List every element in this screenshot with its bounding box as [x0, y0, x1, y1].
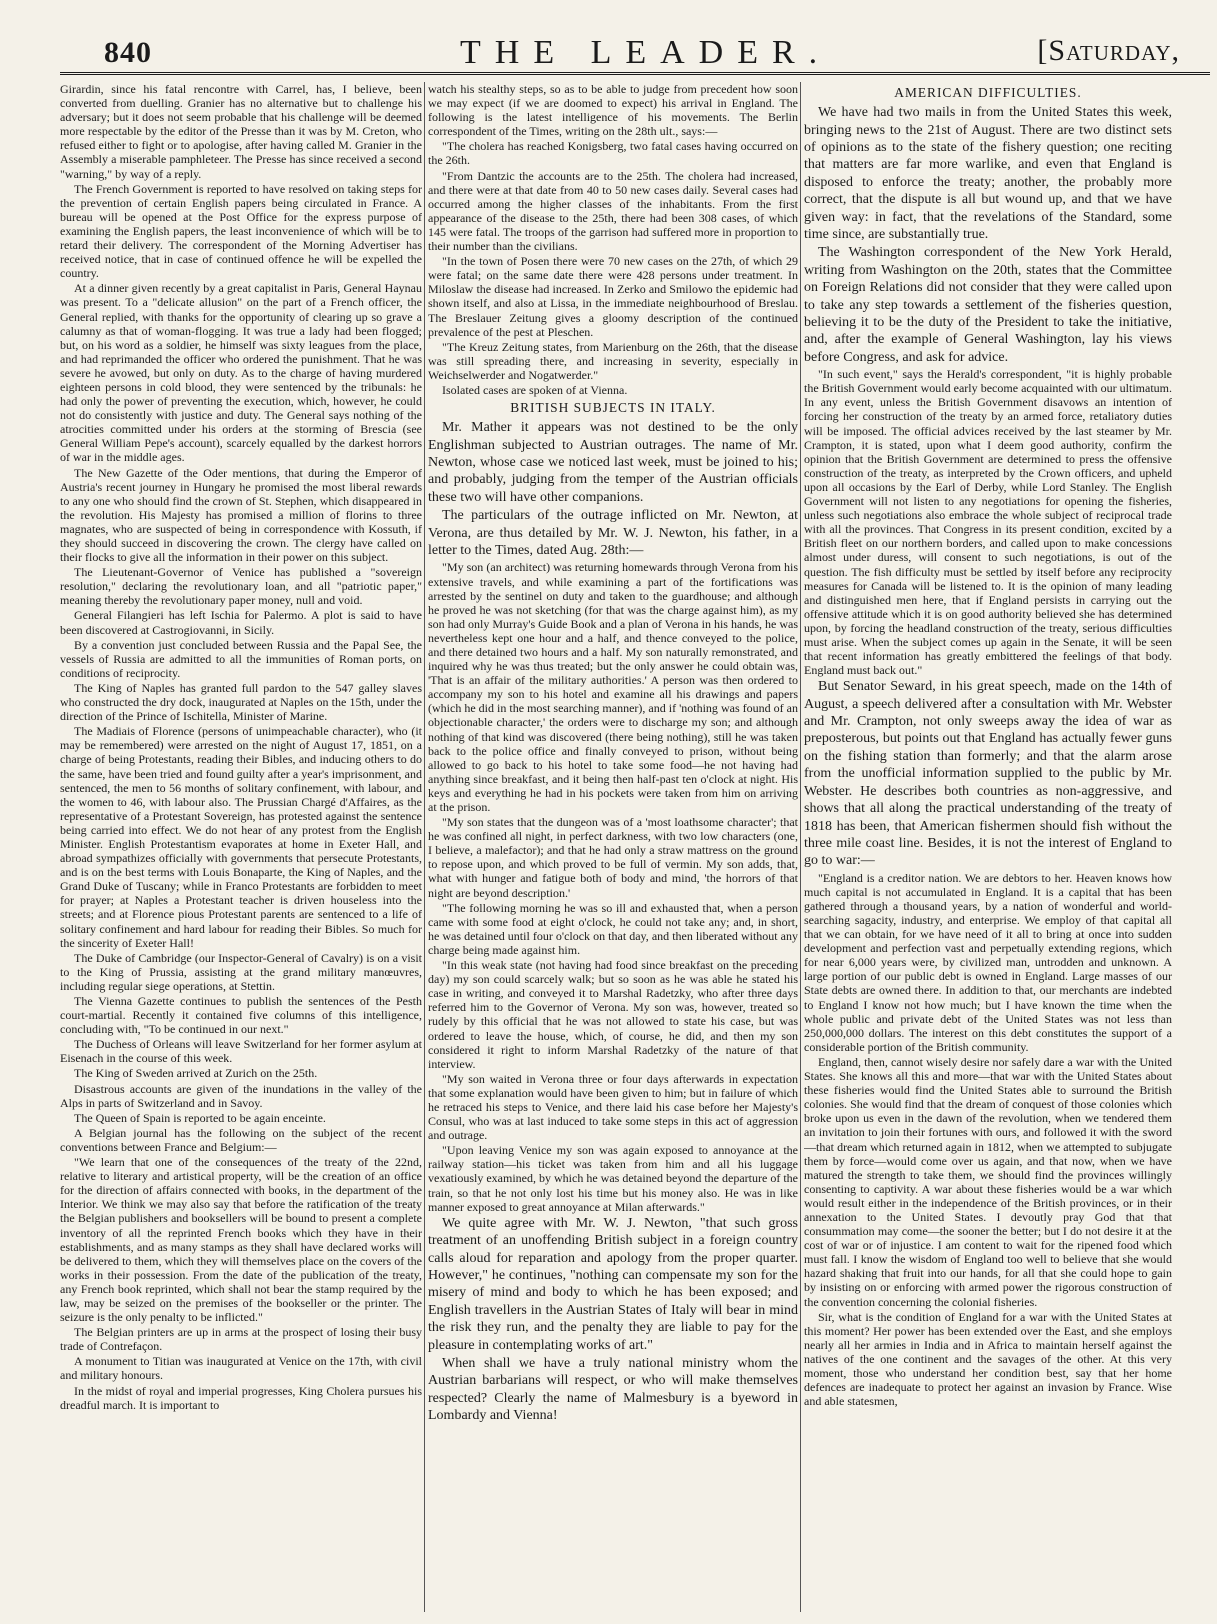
- paragraph: "The Kreuz Zeitung states, from Marienburg on the 26th, that the disease was still spreading there, and increasing in severity, especially in Weichselwerder and Nogatwerder.": [428, 339, 798, 382]
- paragraph: The Lieutenant-Governor of Venice has published a "sovereign resolution," declaring the revolutionary loan, and all "patriotic paper," meaning thereby the revolutionary paper money, null and void.: [60, 565, 422, 608]
- paragraph: Isolated cases are spoken of at Vienna.: [442, 382, 628, 397]
- paragraph: The French Government is reported to have resolved on taking steps for the prevention of certain English papers being circulated in France. A bureau will be opened at the Post Office for the express purpose of examining the English papers, the least inconvenience of which will be to retard their delivery. The correspondent of the Morning Advertiser has received notice, that in case of continued offence he will be expelled the country.: [60, 181, 422, 281]
- article-heading: AMERICAN DIFFICULTIES.: [894, 85, 1082, 100]
- page-number: 840: [104, 36, 152, 69]
- paragraph: The Vienna Gazette continues to publish the sentences of the Pesth court-martial. Recently it contained five columns of this intelligence, concluding with, "To be continued in our next.": [60, 994, 422, 1037]
- column-3: [804, 82, 1172, 1612]
- paragraph: Mr. Mather it appears was not destined to be the only Englishman subjected to Austrian outrages. The name of Mr. Newton, whose case we noticed last week, must be joined to his; and probably, judging from the temper of the Austrian officials these two will have other companions.: [428, 420, 798, 505]
- paragraph: "My son (an architect) was returning homewards through Verona from his extensive travels, and while examining a part of the fortifications was arrested by the sentinel on duty and taken to the guardhouse; and although he proved he was not sketching (for that was the charge against him), as my son had only Murray's Guide Book and a plan of Verona in his hands, he was nevertheless kept one hour and a half, and thence conveyed to the police, and there detained two hours and a half. My son naturally remonstrated, and inquired why he was thus treated; but the only answer he could obtain was, 'That is an affair of the military authorities.' A person was then ordered to accompany my son to his hotel and examine all his drawings and papers (which he did in the most searching manner), and if 'nothing was found of an objectionable character,' the orders were to discharge my son; and although nothing of that kind was discovered (there being nothing), still he was taken back to the police office and finally conveyed to prison, without being allowed to go back to his hotel to take some food—he not having had anything since breakfast, and it being then half-past ten o'clock at night. His keys and everything he had in his pockets were taken from him on arriving at the prison.: [428, 560, 798, 814]
- paragraph: The Madiais of Florence (persons of unimpeachable character), who (it may be remembered) were arrested on the night of August 17, 1851, on a charge of being Protestants, reading their Bibles, and inducing others to do the same, have been tried and found guilty after a year's imprisonment, and sentenced, the men to 56 months of solitary confinement, with labour, and the women to 46, with labour also. The Prussian Chargé d'Affaires, as the representative of a Protestant Sovereign, has protested against the sentence being carried into effect. We do not hear of any protest from the English Minister. English Protestantism evaporates at home in Exeter Hall, and abroad sympathizes officially with governments that persecute Protestants, and is on the best terms with Louis Bonaparte, the King of Naples, and the Grand Duke of Tuscany; while in Franco Protestants are forbidden to meet for prayer; at Naples a Protestant teacher is driven houseless into the streets; and at Florence pious Protestant parents are sentenced to a life of solitary confinement and hard labour for reading their Bibles. So much for the sincerity of Exeter Hall!: [60, 724, 422, 950]
- paragraph: "England is a creditor nation. We are debtors to her. Heaven knows how much capital is not accumulated in England. It is a capital that has been gathered through a thousand years, by a nation of wonderful and world-searching sagacity, industry, and enterprise. We employ of that capital all that we can obtain, for we have need of it all to bring at once into sudden development and perfection vast and perpetually extending regions, which for near 6,000 years were, by civilized man, untrodden and unknown. A large portion of our public debt is owned in England. Large masses of our State debts are owned there. In addition to that, our merchants are indebted to England I know not how much; but I have known the time when the whole public and private debt of the United States was not less than 250,000,000 dollars. The interest on this debt constitutes the support of a considerable portion of the British community.: [804, 870, 1172, 1054]
- page-header: [60, 30, 1180, 74]
- paragraph: A monument to Titian was inaugurated at Venice on the 17th, with civil and military honours.: [60, 1354, 422, 1383]
- paragraph: "My son waited in Verona three or four days afterwards in expectation that some explanation would have been given to him; but in failure of which he retraced his steps to Venice, and there laid his case before her Majesty's Consul, who was at last induced to take some steps in this act of aggression and outrage.: [428, 1071, 798, 1143]
- paragraph: Girardin, since his fatal rencontre with Carrel, has, I believe, been converted from duelling. Granier has no alternative but to challenge his adversary; but it does not seem probable that his challenge will be deemed more respectable by the editor of the Presse than it was by M. Creton, who refused either to fight or to apologise, after having called M. Granier in the Assembly a miserable pamphleteer. The Presse has since received a second "warning," by way of a reply.: [60, 82, 422, 181]
- paragraph: In the midst of royal and imperial progresses, King Cholera pursues his dreadful march. It is important to: [60, 1383, 422, 1412]
- column-2: [428, 82, 798, 1612]
- column-divider: [424, 82, 425, 1612]
- paragraph: When shall we have a truly national ministry whom the Austrian barbarians will respect, or who will make themselves respected? Clearly the name of Malmesbury is a byeword in Lombardy and Vienna!: [428, 1355, 798, 1424]
- paragraph: "In such event," says the Herald's correspondent, "it is highly probable the British Government would early become acquainted with our ultimatum. In any event, unless the British Government disavows an intention of forcing her construction of the treaty by an armed force, retaliatory duties will be imposed. The official advices received by the last steamer by Mr. Crampton, it is stated, upon what I deem good authority, confirm the opinion that the British Government are determined to press the offensive construction of the treaty, as interpreted by the Crown officers, and upheld upon all occasions by the Earl of Derby, while Lord Stanley. The English Government will not listen to any negotiations for opening the fisheries, unless such negotiations also embrace the whole subject of reciprocal trade with all the provinces. That Congress in its present condition, excited by a British fleet on our northern borders, and called upon to make concessions almost under duress, will consent to such negotiations, is out of the question. The fish difficulty must be settled by itself before any reciprocity measures for Canada will be listened to. It is the opinion of many leading and distinguished men here, that if England persists in carrying out the offensive attitude which it is on good authority believed she has determined upon, by forcing the headland construction of the treaty, serious difficulties must arise. When the subject comes up again in the Senate, it will be seen that recent information has greatly embittered the feelings of that body. England must back out.": [804, 367, 1172, 678]
- paragraph: "The cholera has reached Konigsberg, two fatal cases having occurred on the 26th.: [428, 139, 798, 168]
- paragraph: "Upon leaving Venice my son was again exposed to annoyance at the railway station—his ticket was taken from him and all his luggage vexatiously examined, by which he was detained beyond the departure of the train, so that he not only lost his time but his money also. He was in like manner exposed to great annoyance at Milan afterwards.": [428, 1143, 798, 1214]
- paragraph: A Belgian journal has the following on the subject of the recent conventions between France and Belgium:—: [60, 1125, 422, 1154]
- paragraph: "From Dantzic the accounts are to the 25th. The cholera had increased, and there were at that date from 40 to 50 new cases daily. Several cases had occurred among the higher classes of the inhabitants. From the first appearance of the disease to the 25th, there had been 308 cases, of which 145 were fatal. The troops of the garrison had suffered more in proportion to their number than the civilians.: [428, 168, 798, 254]
- paragraph: The Belgian printers are up in arms at the prospect of losing their busy trade of Contrefaçon.: [60, 1325, 422, 1354]
- paragraph: The King of Naples has granted full pardon to the 547 galley slaves who constructed the dry dock, inaugurated at Naples on the 15th, under the direction of the Prince of Ischitella, Minister of Marine.: [60, 680, 422, 724]
- paragraph: The particulars of the outrage inflicted on Mr. Newton, at Verona, are thus detailed by Mr. W. J. Newton, his father, in a letter to the Times, dated Aug. 28th:—: [428, 508, 798, 558]
- header-date: [Saturday,: [1037, 34, 1180, 67]
- paragraph: "We learn that one of the consequences of the treaty of the 22nd, relative to literary and artistical property, will be the creation of an office for the direction of affairs connected with books, in the department of the Interior. We think we may also say that before the ratification of the treaty the Belgian publishers and booksellers will be bound to present a complete inventory of all the reprinted French books which they have in their establishments, and as many stamps as they shall have declared works will be delivered to them, which they will themselves place on the covers of the works in their possession. From the date of the publication of the treaty, any French book reprinted, which shall not bear the stamp required by the law, may be seized on the premises of the bookseller or the printer. The seizure is the only penalty to be inflicted.": [60, 1155, 422, 1325]
- paragraph: Sir, what is the condition of England for a war with the United States at this moment? Her power has been extended over the East, and she employs nearly all her armies in India and in Africa to maintain herself against the natives of the one continent and the savages of the other. At this very moment, those who understand her condition best, say that her home defences are inadequate to protect her against an invasion by France. Wise and able statesmen,: [804, 1309, 1172, 1409]
- paragraph: We quite agree with Mr. W. J. Newton, "that such gross treatment of an unoffending British subject in a foreign country calls aloud for reparation and apology from the proper quarter. However," he continues, "nothing can compensate my son for the misery of mind and body to which he has been exposed; and English travellers in the Austrian States of Italy will bear in mind the risk they run, and the penalty they are liable to pay for the pleasure in contemplating works of art.": [428, 1215, 798, 1353]
- paragraph: But Senator Seward, in his great speech, made on the 14th of August, a speech delivered after a consultation with Mr. Webster and Mr. Crampton, not only sweeps away the idea of war as preposterous, but points out that England has actually fewer guns on the fishing station than formerly; and that the alarm arose from the unofficial information supplied to the public by Mr. Webster. He describes both countries as non-aggressive, and shows that all along the practical understanding of the treaty of 1818 has been, that American fishermen should fish without the three mile coast line. Besides, it is not the interest of England to go to war:—: [804, 679, 1172, 869]
- paragraph: General Filangieri has left Ischia for Palermo. A plot is said to have been discovered at Castrogiovanni, in Sicily.: [60, 608, 422, 637]
- paragraph: "In the town of Posen there were 70 new cases on the 27th, of which 29 were fatal; on the same date there were 428 persons under treatment. In Miloslaw the disease had increased. In Zerko and Smilowo the epidemic had shown itself, and also at Lissa, in the immediate neighbourhood of Breslau. The Breslauer Zeitung gives a gloomy description of the continued prevalence of the pest at Pleschen.: [428, 254, 798, 339]
- column-1: [60, 82, 422, 1612]
- paragraph: watch his stealthy steps, so as to be able to judge from precedent how soon we may expect (if we are doomed to expect) his arrival in England. The following is the latest intelligence of his movements. The Berlin correspondent of the Times, writing on the 28th ult., says:—: [428, 82, 798, 139]
- paragraph: By a convention just concluded between Russia and the Papal See, the vessels of Russia are admitted to all the immunities of Roman ports, on conditions of reciprocity.: [60, 637, 422, 680]
- paragraph: At a dinner given recently by a great capitalist in Paris, General Haynau was present. To a "delicate allusion" on the part of a French officer, the General replied, with thanks for the opportunity of clearing up so grave a calumny as that of woman-flogging. It was true a lady had been flogged; but, on his word as a soldier, he himself was sixty leagues from the place, and had reprimanded the officer who ordered the punishment. That he was severe he avowed, but only on duty. As to the charge of having murdered eighteen persons in cold blood, they were sentenced by the tribunals: he had only the power of preventing the execution, which, however, he could not do consistently with justice and duty. The General says nothing of the atrocities committed under his orders at the storming of Brescia (see General William Pepe's account), scarcely equalled by the darkest horrors of war in the middle ages.: [60, 281, 422, 465]
- paragraph: "In this weak state (not having had food since breakfast on the preceding day) my son could scarcely walk; but so soon as he was able he stated his case in writing, and conveyed it to Marshal Radetzky, who after three days referred him to the Governor of Verona. My son was, however, treated so rudely by this official that he was not allowed to state his case, but was ordered to leave the house, which, of course, he did, and then my son considered it right to inform Marshal Radetzky of the nature of that interview.: [428, 958, 798, 1071]
- masthead-title: THE LEADER.: [460, 34, 832, 71]
- paragraph: We have had two mails in from the United States this week, bringing news to the 21st of August. There are two distinct sets of opinions as to the state of the fishery question; one reciting that matters are far more warlike, and even that England is disposed to enforce the treaty; another, the probably more correct, that the dispute is all but wound up, and that we have given way: in fact, that the revelations of the Standard, some time since, are substantially true.: [804, 105, 1172, 242]
- paragraph: Disastrous accounts are given of the inundations in the valley of the Alps in parts of Switzerland and in Savoy.: [60, 1081, 422, 1110]
- header-rule: [60, 72, 1210, 75]
- paragraph: The King of Sweden arrived at Zurich on the 25th.: [74, 1066, 318, 1081]
- paragraph: "My son states that the dungeon was of a 'most loathsome character'; that he was confined all night, in perfect darkness, with two low characters (one, I believe, a malefactor); and that he had only a straw mattress on the ground to repose upon, and which proved to be full of vermin. My son adds, that, what with hunger and fatigue both of body and mind, 'the horrors of that night are beyond description.': [428, 815, 798, 900]
- paragraph: England, then, cannot wisely desire nor safely dare a war with the United States. She knows all this and more—that war with the United States about these fisheries would find the United States able to surround the British colonies. She would find that the dream of conquest of those colonies which broke upon us even in the dawn of the revolution, when we tendered them an invitation to join their fortunes with ours, and followed it with the sword—that dream which returned again in 1812, when we attempted to subjugate them by force—would come over us again, and that now, when we have matured the strength to take them, we should find the provinces willingly consenting to captivity. A war about these fisheries would be a war which would result either in the independence of the British provinces, or in their annexation to the United States. I devoutly pray God that that consummation may come—the sooner the better; but I do not desire it at the cost of war or of injustice. I am content to wait for the ripened food which must fall. I know the wisdom of England too well to believe that she would hazard shaking that fruit into our hands, for all that she could hope to gain by insisting on or enforcing with armed power the rigorous construction of the convention concerning the colonial fisheries.: [804, 1054, 1172, 1309]
- column-divider: [800, 82, 801, 1612]
- paragraph: The Duchess of Orleans will leave Switzerland for her former asylum at Eisenach in the course of this week.: [60, 1037, 422, 1066]
- paragraph: The Queen of Spain is reported to be again enceinte.: [74, 1110, 326, 1125]
- paragraph: The Washington correspondent of the New York Herald, writing from Washington on the 20th, states that the Committee on Foreign Relations did not consider that they were called upon to take any step towards a settlement of the fisheries question, believing it to be the duty of the President to take the initiative, and, after the example of General Washington, lay his views before Congress, and ask for advice.: [804, 245, 1172, 365]
- paragraph: The New Gazette of the Oder mentions, that during the Emperor of Austria's recent journey in Hungary he promised the most liberal rewards to any one who should find the crown of St. Stephen, which disappeared in the revolution. His Majesty has promised a million of florins to three magnates, who are suspected of being in correspondence with Kossuth, if they should succeed in discovering the crown. The clergy have called on their flocks to give all the information in their power on this subject.: [60, 465, 422, 565]
- article-heading: BRITISH SUBJECTS IN ITALY.: [510, 400, 716, 416]
- paragraph: The Duke of Cambridge (our Inspector-General of Cavalry) is on a visit to the King of Prussia, assisting at the grand military manœuvres, including regular siege operations, at Stettin.: [60, 950, 422, 993]
- paragraph: "The following morning he was so ill and exhausted that, when a person came with some food at eight o'clock, he could not take any; and, in short, he was detained until four o'clock on that day, and then liberated without any charge being made against him.: [428, 900, 798, 957]
